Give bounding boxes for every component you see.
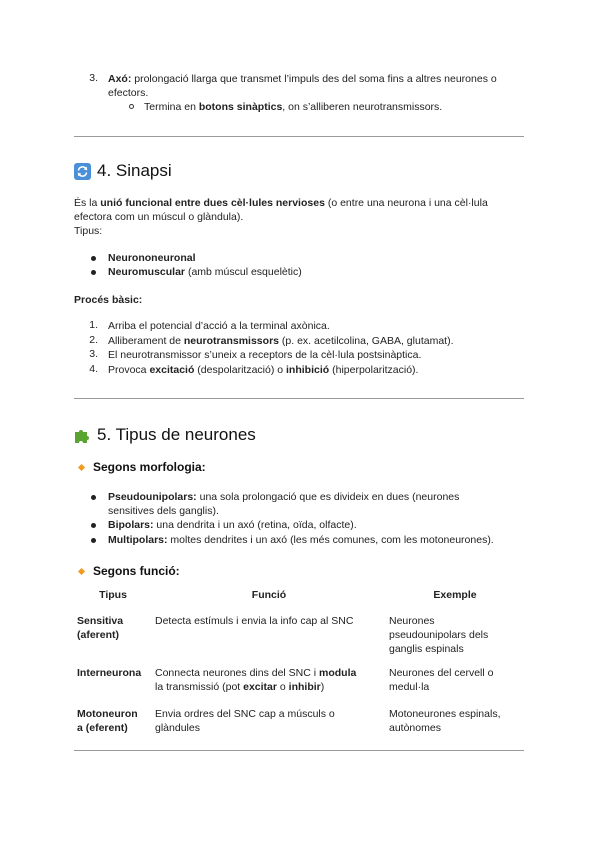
function-text: o	[276, 681, 289, 693]
type-bold: Neurononeuronal	[108, 252, 196, 264]
synapse-intro-line2: efectora com un múscul o glàndula).	[74, 211, 244, 223]
synapse-intro-line1	[74, 196, 488, 210]
function-text: la transmissió (pot	[155, 681, 244, 693]
example-line: autònomes	[389, 722, 441, 734]
section-5-title: 5. Tipus de neurones	[97, 425, 256, 444]
axon-subitem	[144, 100, 442, 114]
process-step	[108, 334, 454, 348]
function-bold: excitar	[243, 681, 277, 693]
type-bold: Neuromuscular	[108, 266, 186, 278]
step-bold2: inhibició	[286, 364, 330, 376]
table-cell-function	[152, 614, 386, 666]
table-cell-type	[74, 707, 152, 747]
function-bold: inhibir	[288, 681, 321, 693]
morph-item	[108, 518, 357, 532]
table-row	[74, 614, 524, 666]
intro-bold: unió funcional entre dues cèl·lules nervioses	[100, 197, 325, 209]
section-4-heading	[74, 161, 172, 181]
list-number: 3.	[89, 348, 98, 360]
morph-bold: Pseudounipolars:	[108, 491, 197, 503]
step-pre: Alliberament de	[108, 335, 184, 347]
function-text: Connecta neurones dins del SNC i	[155, 667, 320, 679]
diamond-bullet-icon	[78, 567, 85, 574]
section-5-heading	[74, 425, 256, 445]
function-bold: modula	[319, 667, 357, 679]
morph-text: una dendrita i un axó (retina, oïda, olfacte).	[153, 519, 357, 531]
morph-text: moltes dendrites i un axó (les més comunes, com les motoneurones).	[167, 534, 494, 546]
axon-term: Axó:	[108, 73, 132, 85]
bullet-dot	[91, 538, 96, 543]
types-label: Tipus:	[74, 225, 103, 237]
table-cell-type	[74, 614, 152, 666]
function-text: glàndules	[155, 722, 200, 734]
diamond-bullet-icon	[78, 463, 85, 470]
list-number: 1.	[89, 319, 98, 331]
axon-item-line2: efectors.	[108, 87, 149, 99]
step-mid: (despolarització) o	[194, 364, 287, 376]
intro-pre: És la	[74, 197, 101, 209]
morphology-heading	[77, 460, 206, 474]
process-step	[108, 363, 418, 377]
type-text: (amb múscul esquelètic)	[185, 266, 302, 278]
table-cell-function	[152, 666, 386, 707]
table-cell-example	[386, 707, 524, 747]
arrows-cycle-icon	[74, 163, 91, 180]
sub-bullet-circle	[129, 104, 134, 109]
axon-text: prolongació llarga que transmet l’impuls des del soma fins a altres neurones o	[131, 73, 497, 85]
process-title: Procés bàsic:	[74, 294, 143, 306]
type-line: Interneurona	[77, 667, 142, 679]
example-line: medul·la	[389, 681, 430, 693]
type-line: Sensitiva	[77, 615, 124, 627]
divider	[74, 398, 524, 399]
section-4-title: 4. Sinapsi	[97, 161, 172, 180]
sub-bold: botons sinàptics	[198, 101, 283, 113]
intro-post: (o entre una neurona i una cèl·lula	[324, 197, 488, 209]
list-number: 3.	[89, 72, 98, 84]
morph-item	[108, 533, 494, 547]
function-text: Envia ordres del SNC cap a músculs o	[155, 708, 335, 720]
example-line: pseudounipolars dels	[389, 629, 489, 641]
example-line: Motoneurones espinals,	[389, 708, 501, 720]
function-heading	[77, 564, 180, 578]
table-header-cell: Exemple	[433, 589, 477, 601]
bullet-dot	[91, 256, 96, 261]
table-cell-example	[386, 666, 524, 707]
table-cell-function	[152, 707, 386, 747]
morph-item-line2: sensitives dels ganglis).	[108, 505, 219, 517]
puzzle-piece-icon	[74, 427, 91, 444]
sub-post: , on s’alliberen neurotransmissors.	[282, 101, 443, 113]
table-row	[74, 666, 524, 707]
morphology-title: Segons morfologia:	[93, 460, 206, 474]
type-item	[108, 265, 302, 279]
table-cell-example	[386, 614, 524, 666]
list-number: 4.	[89, 363, 98, 375]
table-header-cell: Tipus	[99, 589, 127, 601]
process-step: Arriba el potencial d’acció a la terminal axònica.	[108, 320, 330, 332]
example-line: Neurones	[389, 615, 435, 627]
type-line: Motoneuron	[77, 708, 138, 720]
process-step: El neurotransmissor s’uneix a receptors de la cèl·lula postsinàptica.	[108, 349, 422, 361]
step-pre: Provoca	[108, 364, 150, 376]
bullet-dot	[91, 495, 96, 500]
type-line: (aferent)	[77, 629, 120, 641]
step-bold: neurotransmissors	[183, 335, 279, 347]
table-cell-type	[74, 666, 152, 707]
step-post: (p. ex. acetilcolina, GABA, glutamat).	[279, 335, 454, 347]
function-text: Detecta estímuls i envia la info cap al SNC	[155, 615, 354, 627]
neuron-function-table	[74, 588, 524, 747]
morph-bold: Multipolars:	[108, 534, 168, 546]
sub-pre: Termina en	[144, 101, 199, 113]
step-post: (hiperpolarització).	[329, 364, 419, 376]
step-bold: excitació	[149, 364, 195, 376]
divider	[74, 750, 524, 751]
morph-text: una sola prolongació que es divideix en dues (neurones	[196, 491, 460, 503]
table-row	[74, 707, 524, 747]
divider	[74, 136, 524, 137]
type-item	[108, 251, 196, 265]
bullet-dot	[91, 270, 96, 275]
list-number: 2.	[89, 334, 98, 346]
example-line: ganglis espinals	[389, 643, 464, 655]
type-line: a (eferent)	[77, 722, 128, 734]
function-text: )	[320, 681, 325, 693]
example-line: Neurones del cervell o	[389, 667, 494, 679]
axon-item-line1	[108, 72, 497, 86]
table-header-row	[74, 588, 524, 614]
morph-bold: Bipolars:	[108, 519, 154, 531]
bullet-dot	[91, 523, 96, 528]
function-title: Segons funció:	[93, 564, 180, 578]
table-header-cell: Funció	[251, 589, 287, 601]
morph-item	[108, 490, 459, 504]
